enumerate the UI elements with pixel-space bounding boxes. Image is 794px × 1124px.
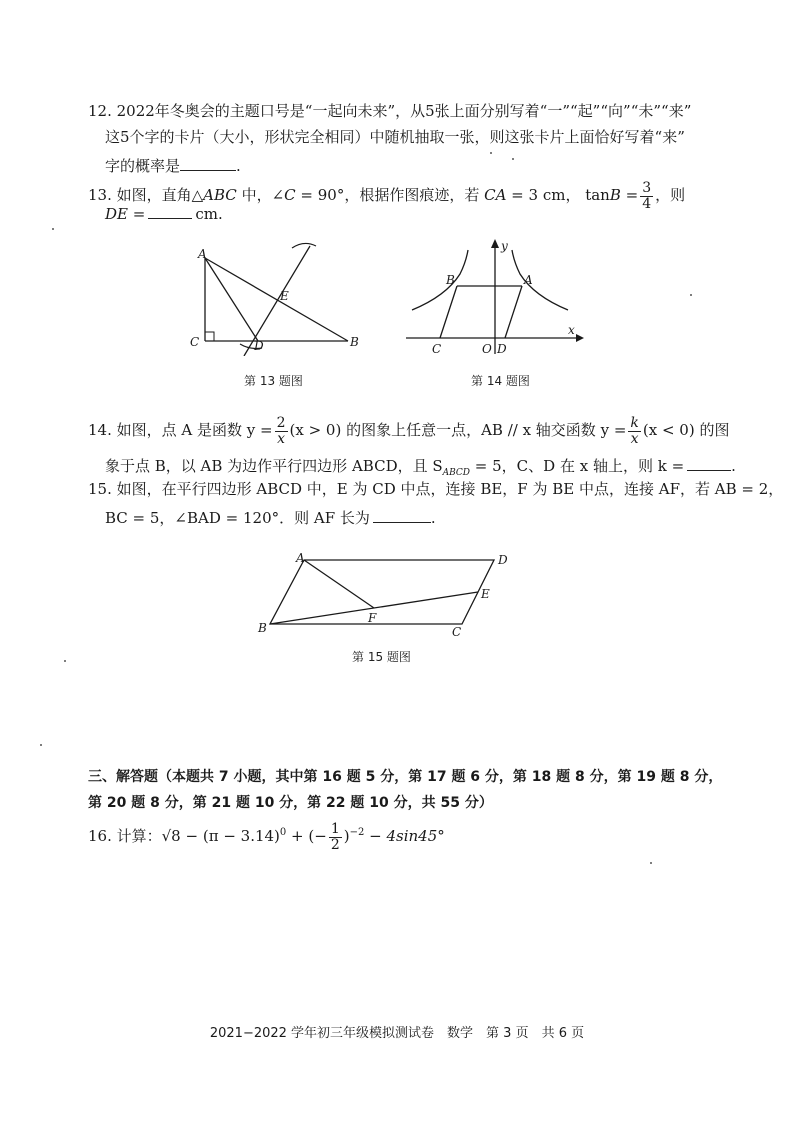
label-a: A [198, 247, 207, 261]
fraction-3-4 [640, 181, 653, 212]
right-angle-mark [205, 332, 214, 341]
label-c: C [432, 342, 442, 356]
scan-speck [52, 228, 54, 230]
hyperbola-left [412, 250, 468, 310]
q13-de: DE [105, 205, 128, 223]
frac-num: 1 [330, 820, 340, 837]
q13-ca: CA [484, 186, 507, 204]
fraction-1-2 [329, 822, 342, 853]
q13-text: = 90°，根据作图痕迹，若 [295, 186, 485, 204]
q14-subscript: ABCD [442, 468, 471, 478]
segment-ad [505, 286, 522, 338]
q15-line2 [105, 504, 436, 529]
q13-text: = 3 cm， tan [506, 186, 610, 204]
label-b: B [258, 621, 267, 635]
q14-text: (x < 0) 的图 [642, 421, 730, 439]
frac-den: 4 [642, 195, 652, 212]
page-footer: 2021−2022 学年初三年级模拟测试卷 数学 第 3 页 共 6 页 [209, 1026, 585, 1041]
scan-speck [490, 152, 492, 154]
q14-period: . [731, 457, 736, 475]
figure-13-caption: 第 13 题图 [244, 374, 303, 388]
frac-den: x [277, 430, 285, 447]
figure-14 [400, 234, 585, 359]
q13-b: B [609, 186, 621, 204]
frac-num: k [630, 414, 639, 431]
q13-text: 13. 如图，直角△ [88, 186, 204, 204]
q14-text: 14. 如图，点 A 是函数 y = [88, 421, 273, 439]
label-c: C [452, 625, 462, 639]
figure-15 [254, 550, 514, 640]
label-e: E [481, 587, 490, 601]
frac-den: 2 [330, 836, 340, 853]
label-a: A [524, 273, 533, 287]
label-y: y [501, 239, 508, 253]
q16-text: − 4sin45° [364, 827, 445, 845]
q16-text: 16. 计算： [88, 827, 162, 845]
scan-speck [40, 744, 42, 746]
label-f: F [368, 611, 377, 625]
q13-c: C [284, 186, 296, 204]
q13-text: 中，∠ [236, 186, 285, 204]
q15-text: BC = 5，∠BAD = 120°．则 AF 长为 [105, 509, 370, 527]
q15-period: . [430, 509, 436, 527]
segment-bc [440, 286, 457, 338]
fraction-k-x [628, 416, 640, 447]
figure-14-caption: 第 14 题图 [471, 374, 530, 388]
answer-blank [180, 152, 236, 171]
q16-text: + (− [286, 827, 327, 845]
label-b: B [350, 335, 359, 349]
construction-arc [292, 243, 316, 248]
q15-line1: 15. 如图，在平行四边形 ABCD 中，E 为 CD 中点，连接 BE，F 为 BE 中点，连接 AF，若 AB = 2， [88, 480, 784, 498]
label-b: B [446, 273, 455, 287]
q13-text: = [620, 186, 639, 204]
scan-speck [690, 294, 692, 296]
label-x: x [568, 323, 575, 337]
q16-exponent: 0 [279, 827, 287, 838]
hyperbola-right [512, 250, 568, 310]
label-d: D [498, 553, 508, 567]
figure-13 [180, 236, 370, 356]
parallelogram-abcd [270, 560, 494, 624]
q13-text: = [127, 205, 146, 223]
scan-speck [64, 660, 66, 662]
scan-speck [512, 158, 514, 160]
q12-line3 [105, 152, 241, 177]
q16-line [88, 816, 445, 853]
q13-unit: cm. [195, 205, 223, 223]
label-c: C [190, 335, 200, 349]
frac-den: x [630, 430, 639, 447]
q14-line1 [88, 414, 729, 447]
q12-text: 字的概率是 [105, 157, 181, 175]
q16-text: ) [343, 827, 350, 845]
figure-15-caption: 第 15 题图 [352, 650, 411, 664]
answer-blank [687, 452, 731, 471]
label-e: E [280, 289, 289, 303]
y-axis-arrow [491, 239, 499, 248]
answer-blank [148, 200, 192, 219]
q14-text: 象于点 B，以 AB 为边作平行四边形 ABCD，且 S [105, 457, 443, 475]
scan-speck [650, 862, 652, 864]
q13-line2 [105, 200, 223, 225]
side-ab [205, 258, 348, 341]
section3-header-line2: 第 20 题 8 分，第 21 题 10 分，第 22 题 10 分，共 55 分） [88, 795, 493, 811]
q12-line2: 这5个字的卡片（大小，形状完全相同）中随机抽取一张，则这张卡片上面恰好写着“来” [105, 128, 685, 146]
x-axis-arrow [576, 334, 584, 342]
fraction-2-x [275, 416, 288, 447]
q14-text: = 5，C、D 在 x 轴上，则 k = [470, 457, 685, 475]
section3-header-line1: 三、解答题（本题共 7 小题，其中第 16 题 5 分，第 17 题 6 分，第 18 题 8 分，第 19 题 8 分， [88, 769, 723, 785]
answer-blank [373, 504, 431, 523]
label-d: D [497, 342, 507, 356]
q16-text: − (π − 3.14) [180, 827, 280, 845]
q16-sqrt: √8 [161, 827, 181, 845]
q16-exponent: −2 [349, 827, 365, 838]
frac-num: 3 [642, 179, 652, 196]
q12-period: . [236, 157, 241, 175]
label-d: D [254, 339, 264, 353]
frac-num: 2 [276, 414, 286, 431]
label-o: O [482, 342, 492, 356]
q14-text: (x > 0) 的图象上任意一点，AB // x 轴交函数 y = [289, 421, 627, 439]
segment-ad [205, 258, 258, 341]
q13-abc: ABC [203, 186, 237, 204]
q13-text: ，则 [655, 186, 686, 204]
label-a: A [296, 551, 305, 565]
segment-af [304, 560, 374, 608]
q12-line1: 12. 2022年冬奥会的主题口号是“一起向未来”，从5张上面分别写着“一”“起”“向”“未”“来” [88, 102, 692, 120]
